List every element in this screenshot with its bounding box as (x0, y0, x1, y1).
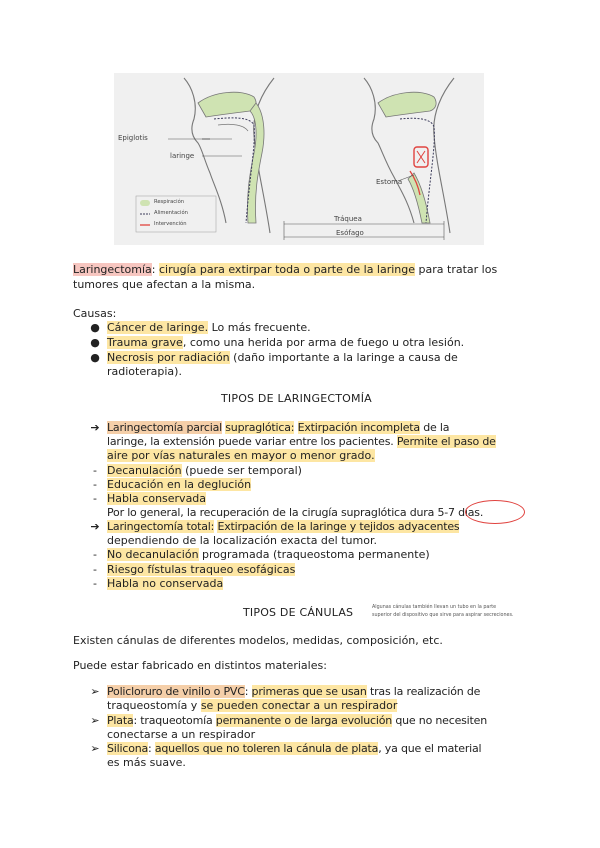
legend-intervencion: Intervención (154, 221, 187, 227)
arrow-right-icon: ➔ (90, 520, 100, 533)
dash-bullet: - (93, 577, 97, 590)
arrowhead-bullet-icon: ➢ (90, 714, 100, 727)
canulas-paragraph-1: Existen cánulas de diferentes modelos, medidas, composición, etc. (73, 634, 443, 647)
material-pvc-line2: traqueostomía y se pueden conectar a un respirador (107, 699, 398, 712)
material-silicona-line2: es más suave. (107, 756, 186, 769)
label-epiglotis: Epiglotis (118, 134, 148, 142)
dash-bullet: - (93, 464, 97, 477)
parcial-line-3: aire por vías naturales en mayor o menor grado. (107, 449, 375, 462)
dash-bullet: - (93, 548, 97, 561)
term-laringectomia: Laringectomía (73, 263, 152, 276)
side-note-line-2: superior del dispositivo que sirve para aspirar secreciones. (372, 613, 514, 618)
label-traquea: Tráquea (334, 215, 362, 223)
arrowhead-bullet-icon: ➢ (90, 685, 100, 698)
total-line-2: dependiendo de la localización exacta del tumor. (107, 534, 377, 547)
bullet-dot: ● (90, 321, 100, 334)
parcial-line-2: laringe, la extensión puede variar entre los pacientes. Permite el paso de (107, 435, 496, 448)
section-title-laringectomia: TIPOS DE LARINGECTOMÍA (221, 392, 372, 405)
material-silicona: Silicona: aquellos que no toleren la cánula de plata, ya que el material (107, 742, 482, 755)
legend-respiracion: Respiración (154, 199, 185, 205)
red-circle-annotation (465, 500, 525, 524)
parcial-line-1: Laringectomía parcial supraglótica: Extirpación incompleta de la (107, 421, 450, 434)
arrowhead-bullet-icon: ➢ (90, 742, 100, 755)
material-plata-line2: conectarse a un respirador (107, 728, 256, 741)
total-point: Riesgo fístulas traqueo esofágicas (107, 563, 296, 576)
dash-bullet: - (93, 478, 97, 491)
canulas-paragraph-2: Puede estar fabricado en distintos materiales: (73, 659, 327, 672)
legend-alimentacion: Alimentación (154, 210, 188, 216)
dash-bullet: - (93, 563, 97, 576)
recovery-line: Por lo general, la recuperación de la cirugía supraglótica dura 5-7 días. (107, 506, 484, 519)
side-note-line-1: Algunas cánulas también llevan un tubo en la parte (372, 605, 497, 610)
recovery-value: 5-7 días. (437, 506, 484, 519)
cause-item: Trauma grave, como una herida por arma de fuego u otra lesión. (107, 336, 465, 349)
parcial-point: Educación en la deglución (107, 478, 252, 491)
bullet-dot: ● (90, 336, 100, 349)
total-line-1: Laringectomía total: Extirpación de la laringe y tejidos adyacentes (107, 520, 460, 533)
intro-definition: cirugía para extirpar toda o parte de la laringe (159, 263, 416, 276)
dash-bullet: - (93, 492, 97, 505)
label-estoma: Estoma (376, 178, 403, 186)
intro-line-2: tumores que afectan a la misma. (73, 278, 256, 291)
label-esofago: Esófago (336, 229, 364, 237)
parcial-point: Decanulación (puede ser temporal) (107, 464, 302, 477)
laryngectomy-diagram (114, 73, 484, 245)
parcial-point: Habla conservada (107, 492, 207, 505)
total-point: No decanulación programada (traqueostoma permanente) (107, 548, 430, 561)
cause-item: Necrosis por radiación (daño importante a la laringe a causa de (107, 351, 458, 364)
intro-line-1: Laringectomía: cirugía para extirpar toda o parte de la laringe para tratar los (73, 263, 498, 276)
section-title-canulas: TIPOS DE CÁNULAS (243, 606, 354, 619)
causes-heading: Causas: (73, 307, 117, 320)
bullet-dot: ● (90, 351, 100, 364)
material-plata: Plata: traqueotomía permanente o de larga evolución que no necesiten (107, 714, 487, 727)
total-point: Habla no conservada (107, 577, 224, 590)
arrow-right-icon: ➔ (90, 421, 100, 434)
cause-item-line2: radioterapia). (107, 365, 182, 378)
label-laringe: laringe (170, 152, 195, 160)
cause-item: Cáncer de laringe. Lo más frecuente. (107, 321, 311, 334)
material-pvc: Policloruro de vinilo o PVC: primeras que se usan tras la realización de (107, 685, 481, 698)
